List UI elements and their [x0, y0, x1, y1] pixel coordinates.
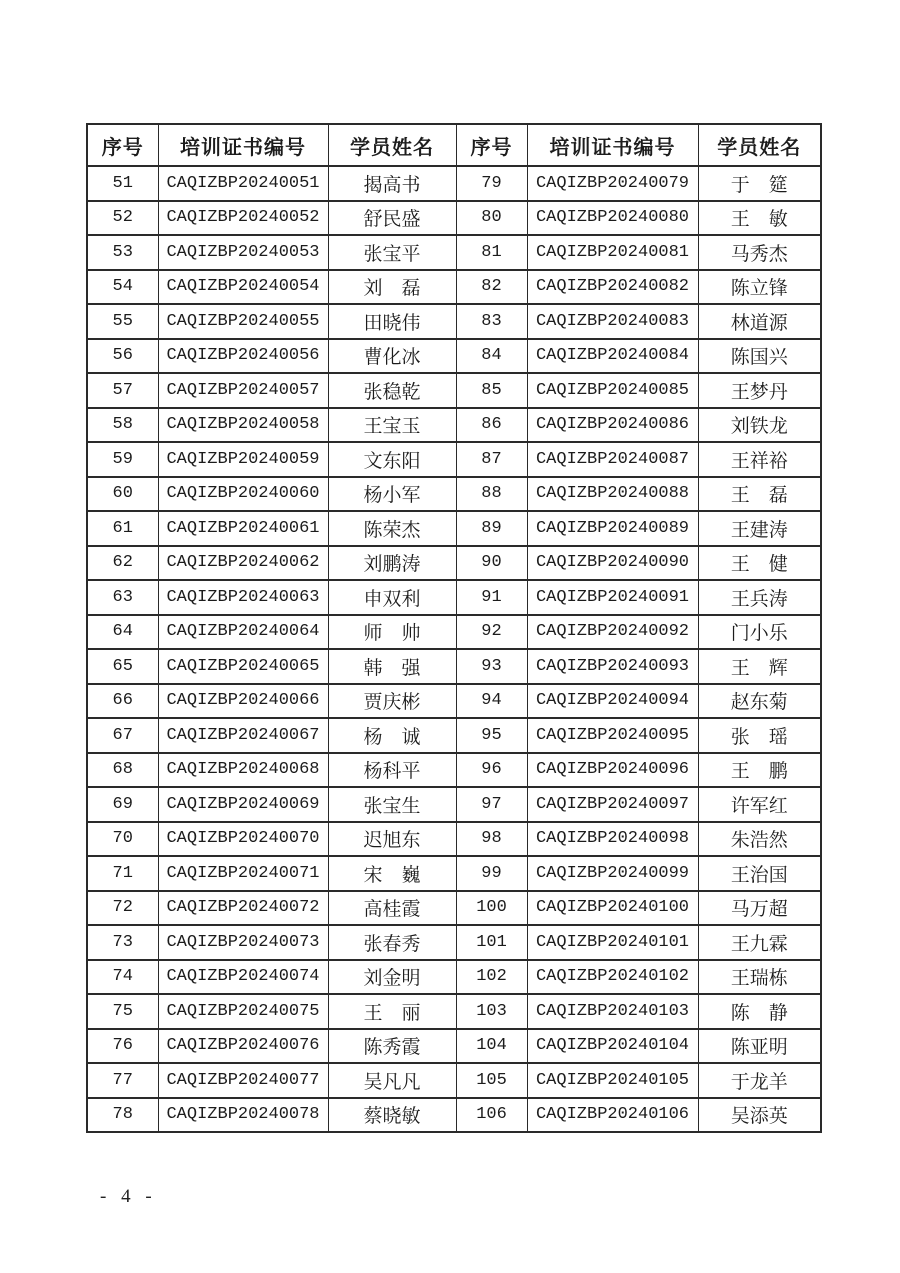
- student-name-cell: 张春秀: [328, 925, 456, 960]
- student-name-cell: 王兵涛: [698, 580, 821, 615]
- serial-number-cell: 60: [87, 477, 158, 512]
- student-name-cell: 揭高书: [328, 166, 456, 201]
- student-name-cell: 王宝玉: [328, 408, 456, 443]
- student-name-cell: 张宝平: [328, 235, 456, 270]
- certificate-number-cell: CAQIZBP20240061: [158, 511, 328, 546]
- student-name-cell: 吴添英: [698, 1098, 821, 1133]
- table-row: [87, 1029, 821, 1064]
- serial-number-cell: 99: [456, 856, 527, 891]
- certificate-number-cell: CAQIZBP20240091: [527, 580, 698, 615]
- certificate-number-cell: CAQIZBP20240055: [158, 304, 328, 339]
- certificate-number-cell: CAQIZBP20240077: [158, 1063, 328, 1098]
- serial-number-cell: 101: [456, 925, 527, 960]
- student-name-cell: 马万超: [698, 891, 821, 926]
- serial-number-cell: 72: [87, 891, 158, 926]
- serial-number-cell: 77: [87, 1063, 158, 1098]
- student-name-cell: 刘金明: [328, 960, 456, 995]
- table-row: [87, 925, 821, 960]
- serial-number-cell: 59: [87, 442, 158, 477]
- certificate-number-cell: CAQIZBP20240060: [158, 477, 328, 512]
- student-name-cell: 陈 静: [698, 994, 821, 1029]
- certificate-number-cell: CAQIZBP20240086: [527, 408, 698, 443]
- student-name-cell: 韩 强: [328, 649, 456, 684]
- certificate-number-cell: CAQIZBP20240073: [158, 925, 328, 960]
- header-certificate-number-right: 培训证书编号: [527, 124, 698, 166]
- serial-number-cell: 56: [87, 339, 158, 374]
- table-row: [87, 718, 821, 753]
- certificate-number-cell: CAQIZBP20240092: [527, 615, 698, 650]
- table-row: [87, 166, 821, 201]
- certificate-number-cell: CAQIZBP20240063: [158, 580, 328, 615]
- page-number-footer: - 4 -: [100, 1186, 157, 1207]
- serial-number-cell: 63: [87, 580, 158, 615]
- serial-number-cell: 94: [456, 684, 527, 719]
- table-row: [87, 201, 821, 236]
- student-name-cell: 杨小军: [328, 477, 456, 512]
- certificate-number-cell: CAQIZBP20240094: [527, 684, 698, 719]
- serial-number-cell: 96: [456, 753, 527, 788]
- serial-number-cell: 93: [456, 649, 527, 684]
- student-name-cell: 于 筵: [698, 166, 821, 201]
- serial-number-cell: 51: [87, 166, 158, 201]
- certificate-number-cell: CAQIZBP20240098: [527, 822, 698, 857]
- table-row: [87, 891, 821, 926]
- certificate-number-cell: CAQIZBP20240081: [527, 235, 698, 270]
- serial-number-cell: 67: [87, 718, 158, 753]
- student-name-cell: 马秀杰: [698, 235, 821, 270]
- student-name-cell: 申双利: [328, 580, 456, 615]
- serial-number-cell: 83: [456, 304, 527, 339]
- certificate-number-cell: CAQIZBP20240054: [158, 270, 328, 305]
- serial-number-cell: 102: [456, 960, 527, 995]
- serial-number-cell: 88: [456, 477, 527, 512]
- student-name-cell: 王 磊: [698, 477, 821, 512]
- serial-number-cell: 54: [87, 270, 158, 305]
- table-row: [87, 753, 821, 788]
- certificate-number-cell: CAQIZBP20240057: [158, 373, 328, 408]
- student-name-cell: 林道源: [698, 304, 821, 339]
- student-name-cell: 陈立锋: [698, 270, 821, 305]
- header-serial-number-left: 序号: [87, 124, 158, 166]
- serial-number-cell: 104: [456, 1029, 527, 1064]
- certificate-number-cell: CAQIZBP20240099: [527, 856, 698, 891]
- table-row: [87, 1063, 821, 1098]
- certificate-number-cell: CAQIZBP20240053: [158, 235, 328, 270]
- certificate-number-cell: CAQIZBP20240072: [158, 891, 328, 926]
- student-name-cell: 王梦丹: [698, 373, 821, 408]
- student-name-cell: 陈国兴: [698, 339, 821, 374]
- certificate-number-cell: CAQIZBP20240097: [527, 787, 698, 822]
- student-name-cell: 于龙羊: [698, 1063, 821, 1098]
- student-name-cell: 王 健: [698, 546, 821, 581]
- table-row: [87, 408, 821, 443]
- certificate-number-cell: CAQIZBP20240104: [527, 1029, 698, 1064]
- student-name-cell: 刘鹏涛: [328, 546, 456, 581]
- student-name-cell: 王九霖: [698, 925, 821, 960]
- serial-number-cell: 58: [87, 408, 158, 443]
- table-row: [87, 339, 821, 374]
- certificate-number-cell: CAQIZBP20240106: [527, 1098, 698, 1133]
- serial-number-cell: 103: [456, 994, 527, 1029]
- table-row: [87, 994, 821, 1029]
- certificate-number-cell: CAQIZBP20240088: [527, 477, 698, 512]
- serial-number-cell: 66: [87, 684, 158, 719]
- table-row: [87, 822, 821, 857]
- serial-number-cell: 73: [87, 925, 158, 960]
- serial-number-cell: 92: [456, 615, 527, 650]
- certificate-number-cell: CAQIZBP20240083: [527, 304, 698, 339]
- header-certificate-number-left: 培训证书编号: [158, 124, 328, 166]
- certificate-number-cell: CAQIZBP20240079: [527, 166, 698, 201]
- student-name-cell: 刘 磊: [328, 270, 456, 305]
- student-name-cell: 陈荣杰: [328, 511, 456, 546]
- serial-number-cell: 74: [87, 960, 158, 995]
- table-row: [87, 1098, 821, 1133]
- serial-number-cell: 100: [456, 891, 527, 926]
- student-name-cell: 宋 巍: [328, 856, 456, 891]
- certificate-number-cell: CAQIZBP20240052: [158, 201, 328, 236]
- certificate-number-cell: CAQIZBP20240084: [527, 339, 698, 374]
- certificate-number-cell: CAQIZBP20240076: [158, 1029, 328, 1064]
- certificate-number-cell: CAQIZBP20240089: [527, 511, 698, 546]
- certificate-number-cell: CAQIZBP20240066: [158, 684, 328, 719]
- student-name-cell: 陈秀霞: [328, 1029, 456, 1064]
- student-name-cell: 王 鹏: [698, 753, 821, 788]
- certificate-number-cell: CAQIZBP20240075: [158, 994, 328, 1029]
- student-name-cell: 王 敏: [698, 201, 821, 236]
- certificate-number-cell: CAQIZBP20240093: [527, 649, 698, 684]
- serial-number-cell: 80: [456, 201, 527, 236]
- table-row: [87, 615, 821, 650]
- table-row: [87, 304, 821, 339]
- table-row: [87, 856, 821, 891]
- student-name-cell: 迟旭东: [328, 822, 456, 857]
- certificate-table: [86, 123, 822, 1133]
- student-name-cell: 吴凡凡: [328, 1063, 456, 1098]
- serial-number-cell: 90: [456, 546, 527, 581]
- serial-number-cell: 75: [87, 994, 158, 1029]
- student-name-cell: 张宝生: [328, 787, 456, 822]
- certificate-number-cell: CAQIZBP20240101: [527, 925, 698, 960]
- serial-number-cell: 89: [456, 511, 527, 546]
- student-name-cell: 文东阳: [328, 442, 456, 477]
- student-name-cell: 王治国: [698, 856, 821, 891]
- certificate-number-cell: CAQIZBP20240105: [527, 1063, 698, 1098]
- certificate-number-cell: CAQIZBP20240068: [158, 753, 328, 788]
- serial-number-cell: 78: [87, 1098, 158, 1133]
- student-name-cell: 门小乐: [698, 615, 821, 650]
- serial-number-cell: 86: [456, 408, 527, 443]
- table-row: [87, 580, 821, 615]
- serial-number-cell: 91: [456, 580, 527, 615]
- serial-number-cell: 62: [87, 546, 158, 581]
- certificate-number-cell: CAQIZBP20240103: [527, 994, 698, 1029]
- header-student-name-right: 学员姓名: [698, 124, 821, 166]
- serial-number-cell: 85: [456, 373, 527, 408]
- certificate-number-cell: CAQIZBP20240070: [158, 822, 328, 857]
- serial-number-cell: 71: [87, 856, 158, 891]
- certificate-number-cell: CAQIZBP20240080: [527, 201, 698, 236]
- certificate-number-cell: CAQIZBP20240059: [158, 442, 328, 477]
- serial-number-cell: 55: [87, 304, 158, 339]
- certificate-number-cell: CAQIZBP20240074: [158, 960, 328, 995]
- table-row: [87, 684, 821, 719]
- certificate-number-cell: CAQIZBP20240065: [158, 649, 328, 684]
- table-row: [87, 270, 821, 305]
- student-name-cell: 王 辉: [698, 649, 821, 684]
- certificate-number-cell: CAQIZBP20240078: [158, 1098, 328, 1133]
- table-row: [87, 960, 821, 995]
- serial-number-cell: 52: [87, 201, 158, 236]
- student-name-cell: 朱浩然: [698, 822, 821, 857]
- certificate-number-cell: CAQIZBP20240096: [527, 753, 698, 788]
- serial-number-cell: 53: [87, 235, 158, 270]
- student-name-cell: 张稳乾: [328, 373, 456, 408]
- serial-number-cell: 79: [456, 166, 527, 201]
- student-name-cell: 赵东菊: [698, 684, 821, 719]
- student-name-cell: 杨科平: [328, 753, 456, 788]
- student-name-cell: 王祥裕: [698, 442, 821, 477]
- serial-number-cell: 95: [456, 718, 527, 753]
- table-row: [87, 787, 821, 822]
- serial-number-cell: 64: [87, 615, 158, 650]
- serial-number-cell: 57: [87, 373, 158, 408]
- serial-number-cell: 84: [456, 339, 527, 374]
- table-row: [87, 477, 821, 512]
- serial-number-cell: 68: [87, 753, 158, 788]
- serial-number-cell: 70: [87, 822, 158, 857]
- certificate-number-cell: CAQIZBP20240090: [527, 546, 698, 581]
- certificate-number-cell: CAQIZBP20240071: [158, 856, 328, 891]
- student-name-cell: 田晓伟: [328, 304, 456, 339]
- certificate-number-cell: CAQIZBP20240085: [527, 373, 698, 408]
- certificate-number-cell: CAQIZBP20240064: [158, 615, 328, 650]
- serial-number-cell: 98: [456, 822, 527, 857]
- serial-number-cell: 97: [456, 787, 527, 822]
- certificate-number-cell: CAQIZBP20240095: [527, 718, 698, 753]
- serial-number-cell: 69: [87, 787, 158, 822]
- serial-number-cell: 76: [87, 1029, 158, 1064]
- header-serial-number-right: 序号: [456, 124, 527, 166]
- student-name-cell: 贾庆彬: [328, 684, 456, 719]
- table-row: [87, 649, 821, 684]
- student-name-cell: 许军红: [698, 787, 821, 822]
- certificate-number-cell: CAQIZBP20240082: [527, 270, 698, 305]
- student-name-cell: 王 丽: [328, 994, 456, 1029]
- serial-number-cell: 82: [456, 270, 527, 305]
- student-name-cell: 刘铁龙: [698, 408, 821, 443]
- student-name-cell: 陈亚明: [698, 1029, 821, 1064]
- student-name-cell: 师 帅: [328, 615, 456, 650]
- student-name-cell: 张 瑶: [698, 718, 821, 753]
- certificate-number-cell: CAQIZBP20240100: [527, 891, 698, 926]
- certificate-number-cell: CAQIZBP20240069: [158, 787, 328, 822]
- table-row: [87, 373, 821, 408]
- serial-number-cell: 105: [456, 1063, 527, 1098]
- certificate-number-cell: CAQIZBP20240087: [527, 442, 698, 477]
- serial-number-cell: 87: [456, 442, 527, 477]
- certificate-number-cell: CAQIZBP20240067: [158, 718, 328, 753]
- student-name-cell: 舒民盛: [328, 201, 456, 236]
- certificate-number-cell: CAQIZBP20240062: [158, 546, 328, 581]
- serial-number-cell: 81: [456, 235, 527, 270]
- certificate-number-cell: CAQIZBP20240051: [158, 166, 328, 201]
- serial-number-cell: 65: [87, 649, 158, 684]
- table-header-row: [87, 124, 821, 166]
- table-row: [87, 511, 821, 546]
- student-name-cell: 王瑞栋: [698, 960, 821, 995]
- certificate-number-cell: CAQIZBP20240058: [158, 408, 328, 443]
- student-name-cell: 王建涛: [698, 511, 821, 546]
- serial-number-cell: 106: [456, 1098, 527, 1133]
- student-name-cell: 蔡晓敏: [328, 1098, 456, 1133]
- student-name-cell: 高桂霞: [328, 891, 456, 926]
- certificate-number-cell: CAQIZBP20240102: [527, 960, 698, 995]
- table-row: [87, 235, 821, 270]
- header-student-name-left: 学员姓名: [328, 124, 456, 166]
- serial-number-cell: 61: [87, 511, 158, 546]
- certificate-number-cell: CAQIZBP20240056: [158, 339, 328, 374]
- student-name-cell: 曹化冰: [328, 339, 456, 374]
- table-row: [87, 546, 821, 581]
- table-row: [87, 442, 821, 477]
- student-name-cell: 杨 诚: [328, 718, 456, 753]
